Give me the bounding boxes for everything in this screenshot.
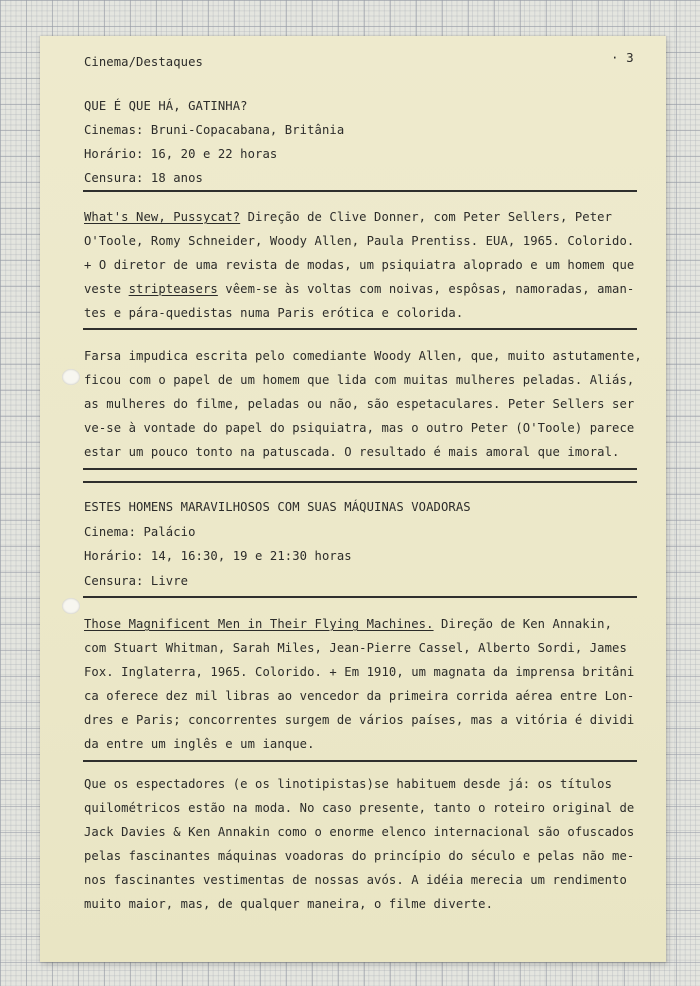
film2-title: ESTES HOMENS MARAVILHOSOS COM SUAS MÁQUINAS VOADORAS xyxy=(84,500,471,514)
film1-review-line: estar um pouco tonto na patuscada. O resultado é mais amoral que imoral. xyxy=(84,445,620,459)
film1-synopsis-line xyxy=(84,282,634,296)
section-divider xyxy=(83,468,637,470)
film1-review-line: ve-se à vontade do papel do psiquiatra, mas o outro Peter (O'Toole) parece xyxy=(84,421,635,435)
section-divider xyxy=(83,481,637,483)
film1-original-title: What's New, Pussycat? xyxy=(84,210,241,224)
section-divider xyxy=(83,328,637,330)
film2-censura: Censura: Livre xyxy=(84,574,189,588)
punch-hole xyxy=(62,369,80,385)
film1-cinemas: Cinemas: Bruni-Copacabana, Britânia xyxy=(84,123,345,137)
film1-title: QUE É QUE HÁ, GATINHA? xyxy=(84,99,248,113)
film2-synopsis-line: dres e Paris; concorrentes surgem de vários países, mas a vitória é dividi xyxy=(84,713,635,727)
film2-synopsis-line: da entre um inglês e um ianque. xyxy=(84,737,315,751)
film1-synopsis-line xyxy=(84,210,612,224)
film2-synopsis-credits: Direção de Ken Annakin, xyxy=(433,617,613,631)
film2-synopsis-line: Fox. Inglaterra, 1965. Colorido. + Em 1910, um magnata da imprensa britâni xyxy=(84,665,635,679)
film2-review-line: Jack Davies & Ken Annakin como o enorme elenco internacional são ofuscados xyxy=(84,825,635,839)
film1-censura: Censura: 18 anos xyxy=(84,171,203,185)
film1-review-line: Farsa impudica escrita pelo comediante Woody Allen, que, muito astutamente, xyxy=(84,349,642,363)
film2-synopsis-line: com Stuart Whitman, Sarah Miles, Jean-Pierre Cassel, Alberto Sordi, James xyxy=(84,641,627,655)
film1-synopsis-fragment: veste xyxy=(84,282,129,296)
film2-cinemas: Cinema: Palácio xyxy=(84,525,196,539)
film2-review-line: Que os espectadores (e os linotipistas)se habituem desde já: os títulos xyxy=(84,777,613,791)
film2-horario: Horário: 14, 16:30, 19 e 21:30 horas xyxy=(84,549,352,563)
film1-review-line: ficou com o papel de um homem que lida com muitas mulheres peladas. Aliás, xyxy=(84,373,635,387)
film1-review-line: as mulheres do filme, peladas ou não, são espetaculares. Peter Sellers ser xyxy=(84,397,635,411)
film2-review-line: pelas fascinantes máquinas voadoras do princípio do século e pelas não me- xyxy=(84,849,635,863)
film1-synopsis-credits: Direção de Clive Donner, com Peter Sellers, Peter xyxy=(240,210,613,224)
film1-synopsis-line: O'Toole, Romy Schneider, Woody Allen, Paula Prentiss. EUA, 1965. Colorido. xyxy=(84,234,635,248)
film1-synopsis-line: + O diretor de uma revista de modas, um psiquiatra aloprado e um homem que xyxy=(84,258,635,272)
film1-horario: Horário: 16, 20 e 22 horas xyxy=(84,147,278,161)
film2-review-line: quilométricos estão na moda. No caso presente, tanto o roteiro original de xyxy=(84,801,635,815)
section-divider xyxy=(83,760,637,762)
page-number: · 3 xyxy=(611,50,634,65)
film2-review-line: muito maior, mas, de qualquer maneira, o filme diverte. xyxy=(84,897,494,911)
film2-original-title: Those Magnificent Men in Their Flying Machines. xyxy=(84,617,434,631)
typewritten-page xyxy=(40,36,666,962)
film2-review-line: nos fascinantes vestimentas de nossas avós. A idéia merecia um rendimento xyxy=(84,873,627,887)
film1-underlined-word: stripteasers xyxy=(128,282,218,296)
punch-hole xyxy=(62,598,80,614)
film2-synopsis-line xyxy=(84,617,612,631)
film2-synopsis-line: ca oferece dez mil libras ao vencedor da primeira corrida aérea entre Lon- xyxy=(84,689,635,703)
page-number-value: 3 xyxy=(626,50,634,65)
section-divider xyxy=(83,596,637,598)
section-header: Cinema/Destaques xyxy=(84,55,203,69)
film1-synopsis-line: tes e pára-quedistas numa Paris erótica e colorida. xyxy=(84,306,464,320)
section-divider xyxy=(83,190,637,192)
film1-synopsis-fragment: vêem-se às voltas com noivas, espôsas, namoradas, aman- xyxy=(217,282,635,296)
